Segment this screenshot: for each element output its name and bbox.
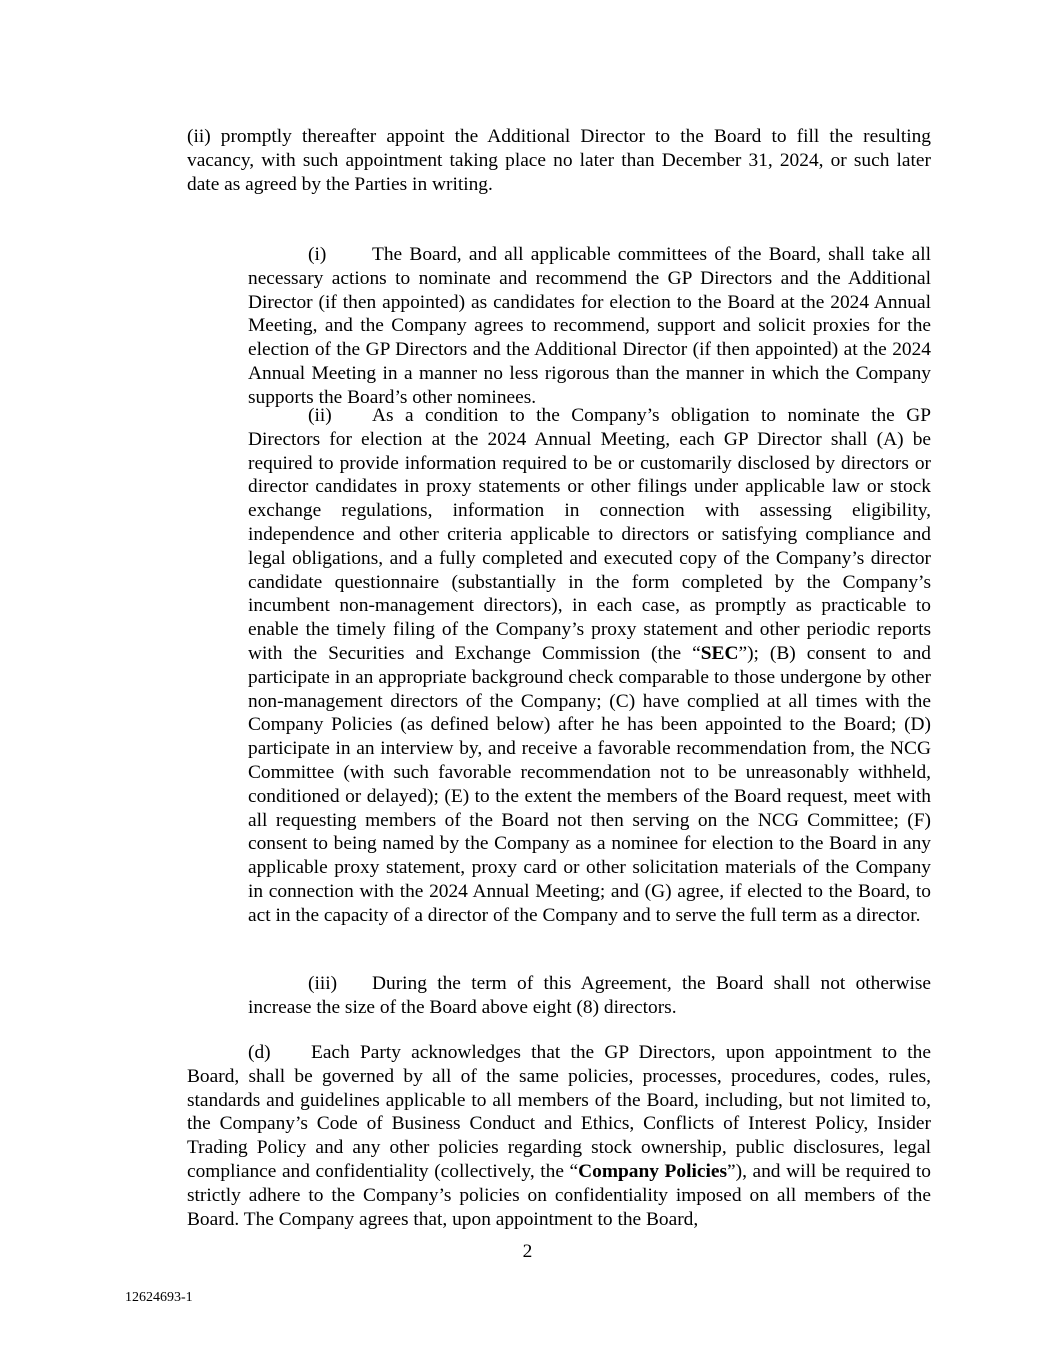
subsection-ii xyxy=(248,404,931,928)
subsection-iii-label: (iii) xyxy=(308,973,338,994)
subsection-i-text: The Board, and all applicable committees of the Board, shall take all necessary actions to nominate and recommend the GP Directors and the Additional Director (if then appointed) as candidates for election to the Board at the 2024 Annual Meeting, and the Company agrees to recommend, support and solicit proxies for the election of the GP Directors and the Additional Director (if then appointed) at the 2024 Annual Meeting in a manner no less rigorous than the manner in which the Company supports the Board’s other nominees. xyxy=(248,244,931,408)
section-d-label: (d) xyxy=(248,1042,271,1063)
subsection-i-label: (i) xyxy=(308,244,327,265)
page-number: 2 xyxy=(522,1241,533,1262)
defined-term-sec: SEC xyxy=(700,642,739,664)
section-d-text-after-term: ”), and will be required to strictly adhere to the Company’s policies on confidentiality imposed on all members of the Board. The Company agrees that, upon appointment to the Board, xyxy=(187,1160,931,1230)
subsection-ii-text-before-term: As a condition to the Company’s obligation to nominate the GP Directors for election at the 2024 Annual Meeting, each GP Director shall (A) be required to provide information required to be or customarily disclosed by directors or director candidates in proxy statements or other filings under applicable law or stock exchange regulations, information in connection with assessing eligibility, independence and other criteria applicable to directors or satisfying compliance and legal obligations, and a fully completed and executed copy of the Company’s director candidate questionnaire (substantially in the form completed by the Company’s incumbent non-management directors), in each case, as promptly as practicable to enable the timely filing of the Company’s proxy statement and other periodic reports with the Securities and Exchange Commission (the “ xyxy=(248,405,931,664)
subsection-i xyxy=(248,243,931,410)
intro-paragraph: (ii) promptly thereafter appoint the Additional Director to the Board to fill the resulting vacancy, with such appointment taking place no later than December 31, 2024, or such later date as agreed by the Parties in writing. xyxy=(187,126,931,195)
defined-term-company-policies: Company Policies xyxy=(578,1160,728,1182)
document-id: 12624693-1 xyxy=(125,1290,193,1305)
subsection-ii-label: (ii) xyxy=(308,405,332,426)
section-d-text-before-term: Each Party acknowledges that the GP Directors, upon appointment to the Board, shall be governed by all of the same policies, processes, procedures, codes, rules, standards and guidelines applicable to all members of the Board, including, but not limited to, the Company’s Code of Business Conduct and Ethics, Conflicts of Interest Policy, Insider Trading Policy and any other policies regarding stock ownership, public disclosures, legal compliance and confidentiality (collectively, the “ xyxy=(187,1042,931,1182)
subsection-iii-text: During the term of this Agreement, the Board shall not otherwise increase the size of the Board above eight (8) directors. xyxy=(248,973,931,1018)
subsection-iii xyxy=(248,972,931,1020)
subsection-ii-text-after-term: ”); (B) consent to and participate in an appropriate background check comparable to those undergone by other non-management directors of the Company; (C) have complied at all times with the Company Policies (as defined below) after he has been appointed to the Board; (D) participate in an interview by, and receive a favorable recommendation from, the NCG Committee (with such favorable recommendation not to be unreasonably withheld, conditioned or delayed); (E) to the extent the members of the Board request, meet with all requesting members of the Board not then serving on the NCG Committee; (F) consent to being named by the Company as a nominee for election to the Board in any applicable proxy statement, proxy card or other solicitation materials of the Company in connection with the 2024 Annual Meeting; and (G) agree, if elected to the Board, to act in the capacity of a director of the Company and to serve the full term as a director. xyxy=(248,642,931,926)
section-d xyxy=(187,1041,931,1231)
